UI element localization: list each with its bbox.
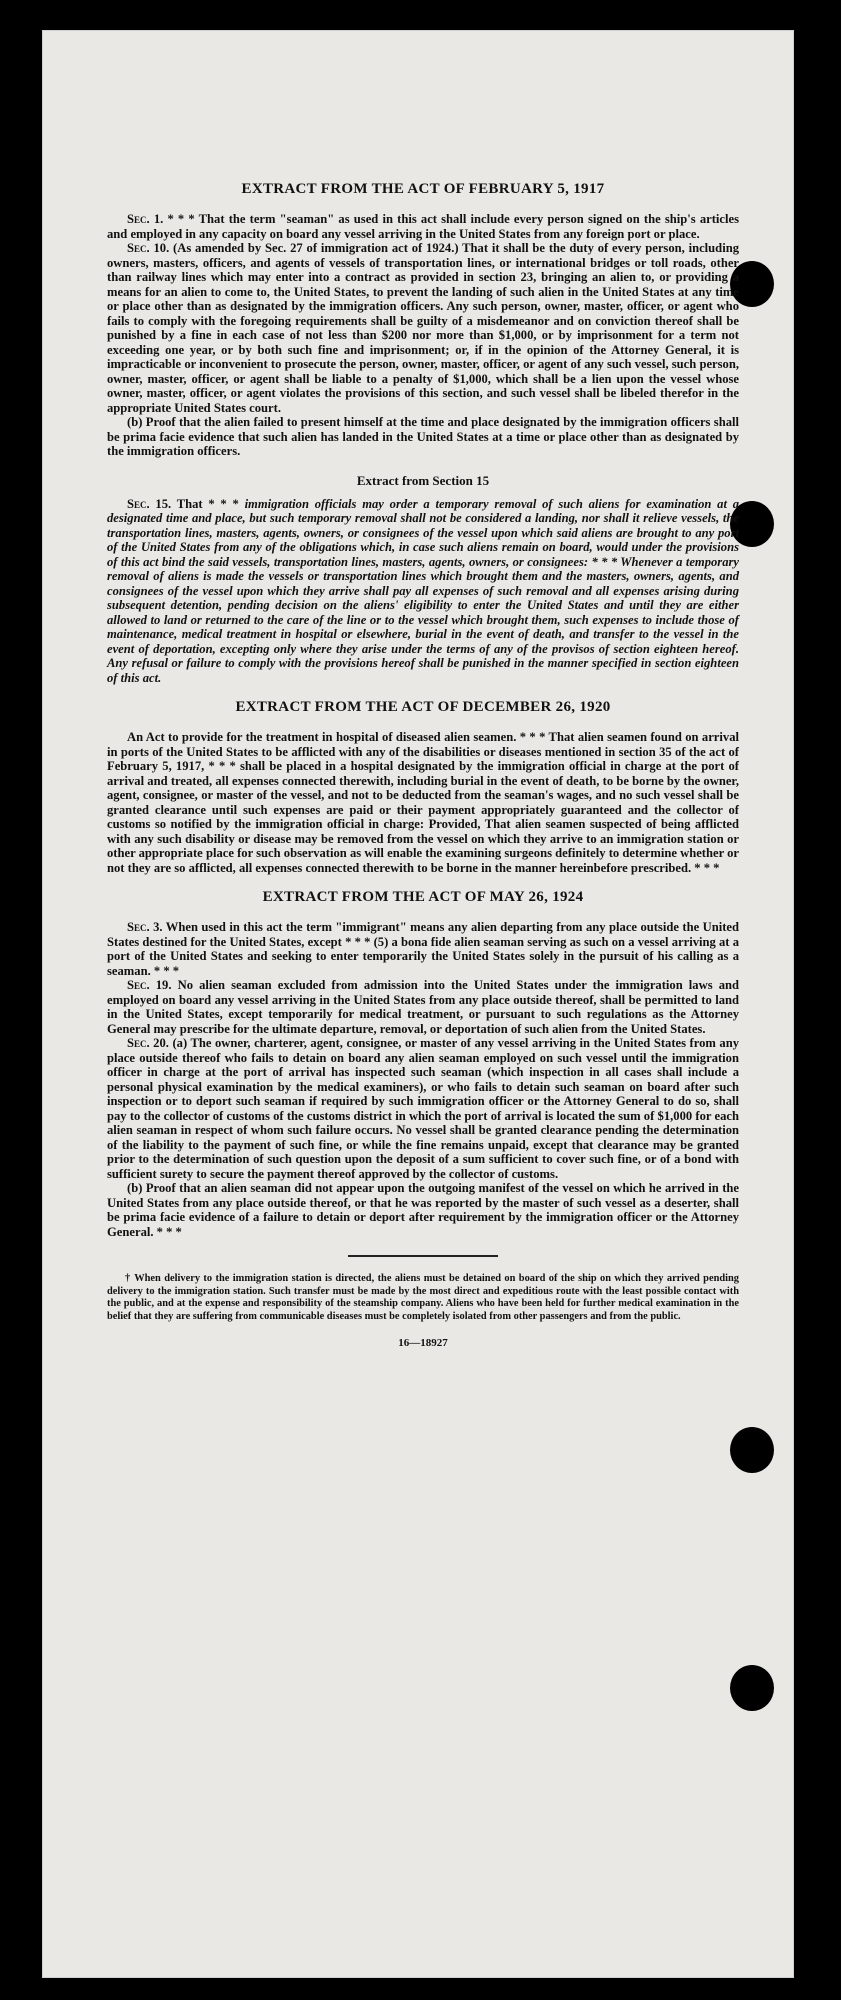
document-body xyxy=(107,181,739,1349)
paragraph-sec-20-b: (b) Proof that an alien seaman did not appear upon the outgoing manifest of the vessel on which he arrived in the United States from any place outside thereof, or that he was reported by the master of such vessel as a deserter, shall be prima facie evidence of a failure to detain or deport after requirement by the immigration officer or the Attorney General. * * * xyxy=(107,1181,739,1239)
page-number: 16—18927 xyxy=(398,1337,448,1349)
section-label: Sec. 19. xyxy=(127,978,172,992)
paragraph-sec-19 xyxy=(107,978,739,1036)
paragraph-lead: That * * * xyxy=(176,496,239,511)
paragraph-sec-15 xyxy=(107,497,739,686)
section-heading-1920: EXTRACT FROM THE ACT OF DECEMBER 26, 1920 xyxy=(235,699,611,715)
paragraph-sec-3 xyxy=(107,920,739,978)
section-heading-1917: EXTRACT FROM THE ACT OF FEBRUARY 5, 1917 xyxy=(241,181,605,197)
punch-hole xyxy=(730,1427,774,1473)
paragraph-text: No alien seaman excluded from admission into the United States under the immigration laws and employed on board any vessel arriving in the United States from any place outside thereof, shall be permitted to land in the United States, except temporarily for medical treatment, or pursuant to such regulations as the Attorney General may prescribe for the ultimate departure, removal, or deportation of such alien from the United States. xyxy=(107,978,739,1036)
paragraph-text: immigration officials may order a temporary removal of such aliens for examination at a designated time and place, but such temporary removal shall not be considered a landing, nor shall it relieve vessels, the transportation lines, masters, agents, owners, or consignees of the vessel upon which said aliens are brought to any port of the United States from any of the obligations which, in case such aliens remain on board, would under the provisions of this act bind the said vessels, transportation lines, masters, agents, owners, or consignees: * * * Whenever a temporary removal of aliens is made the vessels or transportation lines which brought them and the masters, owners, agents, and consignees of the vessel upon which they arrive shall pay all expenses of such removal and all expenses arising during subsequent detention, pending decision on the aliens' eligibility to enter the United States and until they are either allowed to land or returned to the care of the line or to the vessel which brought them, such expenses to include those of maintenance, medical treatment in hospital or elsewhere, burial in the event of death, and transfer to the vessel in the event of deportation, excepting only where they arise under the terms of any of the provisos of section eighteen hereof. Any refusal or failure to comply with the provisions hereof shall be punished in the manner specified in section eighteen of this act. xyxy=(107,496,740,685)
document-page xyxy=(42,30,794,1978)
section-heading-1924: EXTRACT FROM THE ACT OF MAY 26, 1924 xyxy=(262,889,584,905)
paragraph-text: (As amended by Sec. 27 of immigration act of 1924.) That it shall be the duty of every person, including owners, masters, officers, and agents of vessels of transportation lines, or international bridges or toll roads, other than railway lines which may enter into a contract as provided in section 23, bringing an alien to, or providing a means for an alien to come to, the United States, to prevent the landing of such alien in the United States at any time or place other than as designated by the immigration officers. Any such person, owner, master, officer, or agent who fails to comply with the foregoing requirements shall be guilty of a misdemeanor and on conviction thereof shall be punished by a fine in each case of not less than $200 nor more than $1,000, or by imprisonment for a term not exceeding one year, or by both such fine and imprisonment; or, if in the opinion of the Attorney General, it is impracticable or inconvenient to prosecute the person, owner, master, officer, or agent of any such vessel, such person, owner, master, officer, or agent shall be liable to a penalty of $1,000, which shall be a lien upon the vessel whose owner, master, officer, or agent violates the provisions of this section, and such vessel shall be libeled therefor in the appropriate United States court. xyxy=(107,241,739,415)
paragraph-sec-10-b: (b) Proof that the alien failed to present himself at the time and place designated by the immigration officers shall be prima facie evidence that such alien has landed in the United States at a time or place other than as designated by the immigration officers. xyxy=(107,415,739,458)
paragraph-sec-10 xyxy=(107,241,739,415)
paragraph-text: When used in this act the term "immigrant" means any alien departing from any place outside the United States destined for the United States, except * * * (5) a bona fide alien seaman serving as such on a vessel arriving at a port of the United States and seeking to enter temporarily the United States solely in the pursuit of his calling as a seaman. * * * xyxy=(107,920,739,978)
footnote-text: † When delivery to the immigration station is directed, the aliens must be detained on board of the ship on which they arrived pending delivery to the immigration station. Such transfer must be made by the most direct and expeditious route with the least possible contact with the public, and at the expense and responsibility of the steamship company. Aliens who have been held for further medical examination in the belief that they are suffering from communicable diseases must be completely isolated from other passengers and from the public. xyxy=(107,1273,739,1322)
section-label: Sec. 15. xyxy=(127,496,172,511)
section-label: Sec. 1. xyxy=(127,212,164,226)
paragraph-sec-1 xyxy=(107,212,739,241)
section-heading-sec15: Extract from Section 15 xyxy=(356,472,490,488)
section-label: Sec. 20. xyxy=(127,1036,169,1050)
divider-rule xyxy=(348,1255,498,1257)
section-label: Sec. 3. xyxy=(127,920,163,934)
paragraph-text: * * * That the term "seaman" as used in this act shall include every person signed on the ship's articles and employed in any capacity on board any vessel arriving in the United States from any foreign port or place. xyxy=(107,212,739,241)
paragraph-act-1920: An Act to provide for the treatment in hospital of diseased alien seamen. * * * That alien seamen found on arrival in ports of the United States to be afflicted with any of the disabilities or diseases mentioned in section 35 of the act of February 5, 1917, * * * shall be placed in a hospital designated by the immigration official in charge at the port of arrival and treated, all expenses connected therewith, including burial in the event of death, to be borne by the owner, agent, consignee, or master of the vessel, and not to be deducted from the seaman's wages, and no such vessel shall be granted clearance until such expenses are paid or their payment appropriately guaranteed and the collector of customs so notified by the immigration official in charge: Provided, That alien seamen suspected of being afflicted with any such disability or disease may be removed from the vessel on which they arrive to an immigration station or other appropriate place for such observation as will enable the examining surgeons definitely to determine whether or not they are so afflicted, all expenses connected therewith to be borne in the manner hereinbefore prescribed. * * * xyxy=(107,730,739,875)
section-label: Sec. 10. xyxy=(127,241,170,255)
punch-hole xyxy=(730,1665,774,1711)
paragraph-sec-20 xyxy=(107,1036,739,1181)
footnote xyxy=(107,1273,739,1323)
paragraph-text: (a) The owner, charterer, agent, consignee, or master of any vessel arriving in the United States from any place outside thereof who fails to detain on board any alien seaman employed on such vessel until the immigration officer in charge at the port of arrival has inspected such seaman (which inspection in all cases shall include a personal physical examination by the medical examiners), or who fails to detain such seaman on board after such inspection or to deport such seaman if required by such immigration officer or the Attorney General to do so, shall pay to the collector of customs of the customs district in which the port of arrival is located the sum of $1,000 for each alien seaman in respect of whom such failure occurs. No vessel shall be granted clearance pending the determination of the liability to the payment of such fine, or while the fine remains unpaid, except that clearance may be granted prior to the determination of such question upon the deposit of a sum sufficient to cover such fine, or of a bond with sufficient surety to secure the payment thereof approved by the collector of customs. xyxy=(107,1036,740,1181)
